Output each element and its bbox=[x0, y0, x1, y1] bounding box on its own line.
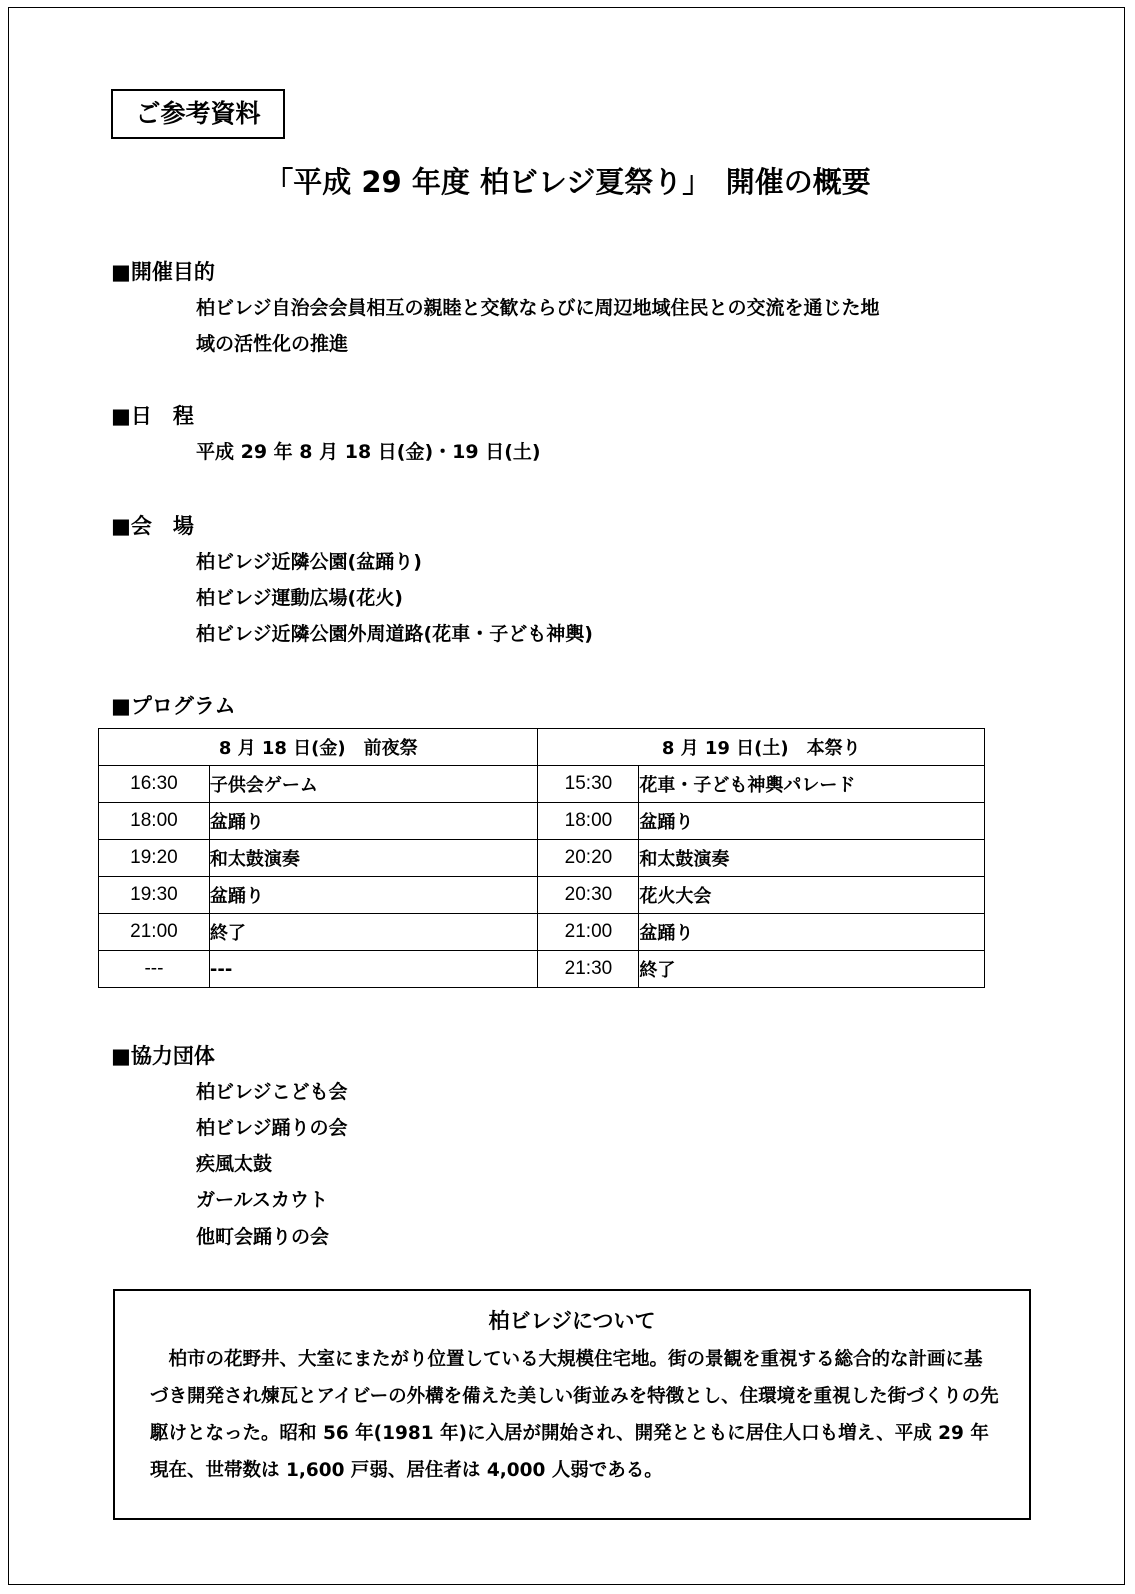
day2-event: 盆踊り bbox=[639, 803, 985, 840]
partner-item: 他町会踊りの会 bbox=[196, 1226, 330, 1248]
day1-event: 盆踊り bbox=[209, 877, 538, 914]
day2-time: 18:00 bbox=[538, 803, 639, 840]
day1-time: 18:00 bbox=[99, 803, 210, 840]
day2-event: 和太鼓演奏 bbox=[639, 840, 985, 877]
partner-item: 柏ビレジこども会 bbox=[196, 1081, 348, 1103]
venue-line: 柏ビレジ近隣公園外周道路(花車・子ども神輿) bbox=[196, 623, 593, 645]
schedule-line: 平成 29 年 8 月 18 日(金)・19 日(土) bbox=[196, 441, 541, 463]
partners-heading: ■協力団体 bbox=[111, 1044, 215, 1068]
day2-time: 20:30 bbox=[538, 877, 639, 914]
table-row bbox=[99, 877, 985, 914]
day2-time: 15:30 bbox=[538, 766, 639, 803]
program-table bbox=[98, 728, 985, 988]
day1-time: 19:20 bbox=[99, 840, 210, 877]
purpose-heading: ■開催目的 bbox=[111, 260, 215, 284]
day1-time: 19:30 bbox=[99, 877, 210, 914]
table-row bbox=[99, 914, 985, 951]
table-row bbox=[99, 803, 985, 840]
day1-time: 21:00 bbox=[99, 914, 210, 951]
day1-event: 子供会ゲーム bbox=[209, 766, 538, 803]
day1-event: 終了 bbox=[209, 914, 538, 951]
partner-item: 柏ビレジ踊りの会 bbox=[196, 1117, 348, 1139]
page-title: 「平成 29 年度 柏ビレジ夏祭り」 開催の概要 bbox=[264, 165, 871, 199]
day1-time: --- bbox=[99, 951, 210, 988]
day2-time: 21:30 bbox=[538, 951, 639, 988]
venue-line: 柏ビレジ運動広場(花火) bbox=[196, 587, 403, 609]
venue-line: 柏ビレジ近隣公園(盆踊り) bbox=[196, 551, 422, 573]
table-row bbox=[99, 766, 985, 803]
venue-heading: ■会 場 bbox=[111, 514, 194, 538]
partner-item: ガールスカウト bbox=[196, 1189, 329, 1211]
program-heading: ■プログラム bbox=[111, 694, 236, 718]
day1-event: 盆踊り bbox=[209, 803, 538, 840]
partner-item: 疾風太鼓 bbox=[196, 1153, 273, 1175]
day1-time: 16:30 bbox=[99, 766, 210, 803]
day2-time: 21:00 bbox=[538, 914, 639, 951]
day2-event: 花火大会 bbox=[639, 877, 985, 914]
day2-event: 花車・子ども神輿パレード bbox=[639, 766, 985, 803]
day2-time: 20:20 bbox=[538, 840, 639, 877]
table-row bbox=[99, 840, 985, 877]
schedule-heading: ■日 程 bbox=[111, 404, 194, 428]
about-box bbox=[113, 1289, 1031, 1520]
day1-header: 8 月 18 日(金) 前夜祭 bbox=[99, 729, 538, 766]
about-title: 柏ビレジについて bbox=[488, 1309, 656, 1333]
about-text: 柏市の花野井、大室にまたがり位置している大規模住宅地。街の景観を重視する総合的な計画に基づき開発され煉瓦とアイビーの外構を備えた美しい街並みを特徴とし、住環境を重視した街づくりの先駆けとなった。昭和 56 年(1981 年)に入居が開始され、開発とともに居住人口も増え、平成 29 年現在、世帯数は 1,600 戸弱、居住者は 4,000 人弱である。 bbox=[150, 1349, 999, 1481]
purpose-line: 域の活性化の推進 bbox=[196, 333, 349, 355]
day1-event: 和太鼓演奏 bbox=[209, 840, 538, 877]
program-header-row bbox=[99, 729, 985, 766]
reference-badge: ご参考資料 bbox=[111, 89, 285, 139]
day2-header: 8 月 19 日(土) 本祭り bbox=[538, 729, 985, 766]
day2-event: 終了 bbox=[639, 951, 985, 988]
table-row bbox=[99, 951, 985, 988]
purpose-line: 柏ビレジ自治会会員相互の親睦と交歓ならびに周辺地域住民との交流を通じた地 bbox=[196, 297, 880, 319]
day1-event: --- bbox=[209, 951, 538, 988]
day2-event: 盆踊り bbox=[639, 914, 985, 951]
